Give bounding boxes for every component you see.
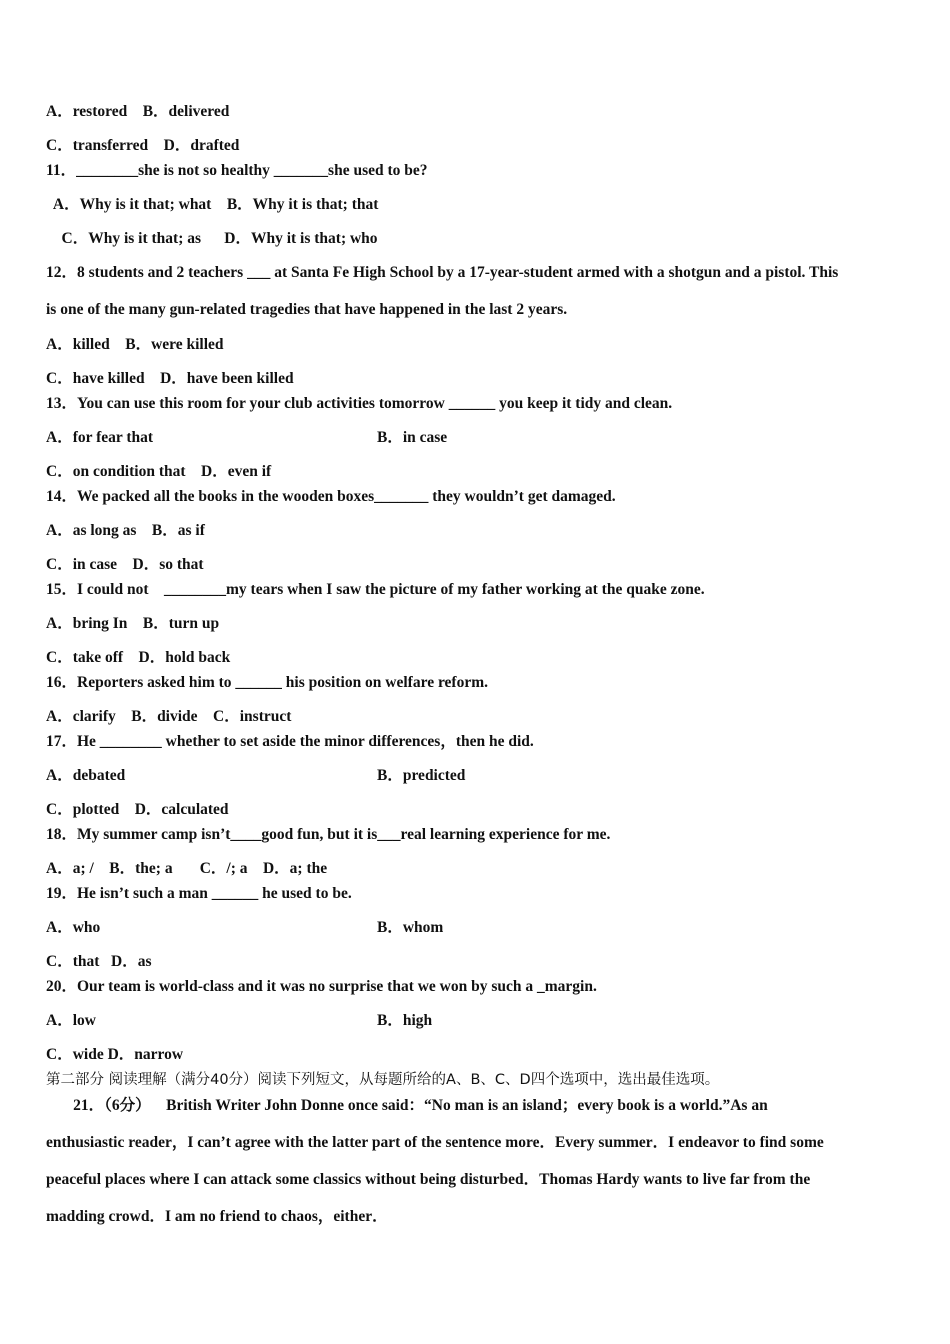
q11-options-cd: C．Why is it that; as D．Why it is that; who: [46, 230, 378, 247]
q21-passage-line-3: peaceful places where I can attack some classics without being disturbed．Thomas Hardy wants to live far from the: [46, 1171, 811, 1188]
q12-options-cd: C．have killed D．have been killed: [46, 370, 294, 387]
q13-option-b: B．in case: [377, 429, 448, 446]
q15-options-cd: C．take off D．hold back: [46, 649, 231, 666]
q19-option-b: B．whom: [377, 919, 444, 936]
q18-options-abcd: A．a; / B．the; a C．/; a D．a; the: [46, 860, 328, 877]
q15-options-ab: A．bring In B．turn up: [46, 615, 220, 632]
q10-options-cd: C．transferred D．drafted: [46, 137, 240, 154]
q19-stem: 19．He isn’t such a man ______ he used to be.: [46, 885, 352, 902]
q17-options-cd: C．plotted D．calculated: [46, 801, 229, 818]
q13-option-a: A．for fear that: [46, 429, 154, 446]
q12-stem-line-1: 12．8 students and 2 teachers ___ at Santa Fe High School by a 17-year-student armed with a shotgun and a pistol. This: [46, 264, 839, 281]
q13-options-cd: C．on condition that D．even if: [46, 463, 272, 480]
q20-option-a: A．low: [46, 1012, 96, 1029]
part2-heading: 第二部分 阅读理解（满分40分）阅读下列短文，从每题所给的A、B、C、D四个选项中，选出最佳选项。: [46, 1072, 720, 1088]
q12-options-ab: A．killed B．were killed: [46, 336, 224, 353]
q14-options-cd: C．in case D．so that: [46, 556, 204, 573]
q19-options-cd: C．that D．as: [46, 953, 152, 970]
q21-passage-line-4: madding crowd．I am no friend to chaos，either．: [46, 1208, 388, 1225]
q21-passage-line-2: enthusiastic reader，I can’t agree with the latter part of the sentence more．Every summer．I endeavor to find some: [46, 1134, 824, 1151]
q21-passage-line-1: 21．（6分） British Writer John Donne once said：“No man is an island；every book is a world.”As an: [46, 1097, 768, 1114]
q14-stem: 14．We packed all the books in the wooden boxes_______ they wouldn’t get damaged.: [46, 488, 616, 505]
q16-options-abc: A．clarify B．divide C．instruct: [46, 708, 292, 725]
q15-stem: 15．I could not ________my tears when I saw the picture of my father working at the quake zone.: [46, 581, 705, 598]
q20-options-cd: C．wide D．narrow: [46, 1046, 184, 1063]
q17-option-b: B．predicted: [377, 767, 466, 784]
q14-options-ab: A．as long as B．as if: [46, 522, 205, 539]
q10-options-ab: A．restored B．delivered: [46, 103, 230, 120]
q17-option-a: A．debated: [46, 767, 126, 784]
q11-stem: 11．________she is not so healthy _______she used to be?: [46, 162, 428, 179]
q20-option-b: B．high: [377, 1012, 433, 1029]
q13-stem: 13．You can use this room for your club activities tomorrow ______ you keep it tidy and clean.: [46, 395, 673, 412]
q12-stem-line-2: is one of the many gun-related tragedies that have happened in the last 2 years.: [46, 301, 568, 318]
q16-stem: 16．Reporters asked him to ______ his position on welfare reform.: [46, 674, 489, 691]
q11-options-ab: A．Why is it that; what B．Why it is that; that: [46, 196, 379, 213]
q17-stem: 17．He ________ whether to set aside the minor differences，then he did.: [46, 733, 534, 750]
q18-stem: 18．My summer camp isn’t____good fun, but it is___real learning experience for me.: [46, 826, 611, 843]
q20-stem: 20．Our team is world-class and it was no surprise that we won by such a _margin.: [46, 978, 597, 995]
q19-option-a: A．who: [46, 919, 101, 936]
